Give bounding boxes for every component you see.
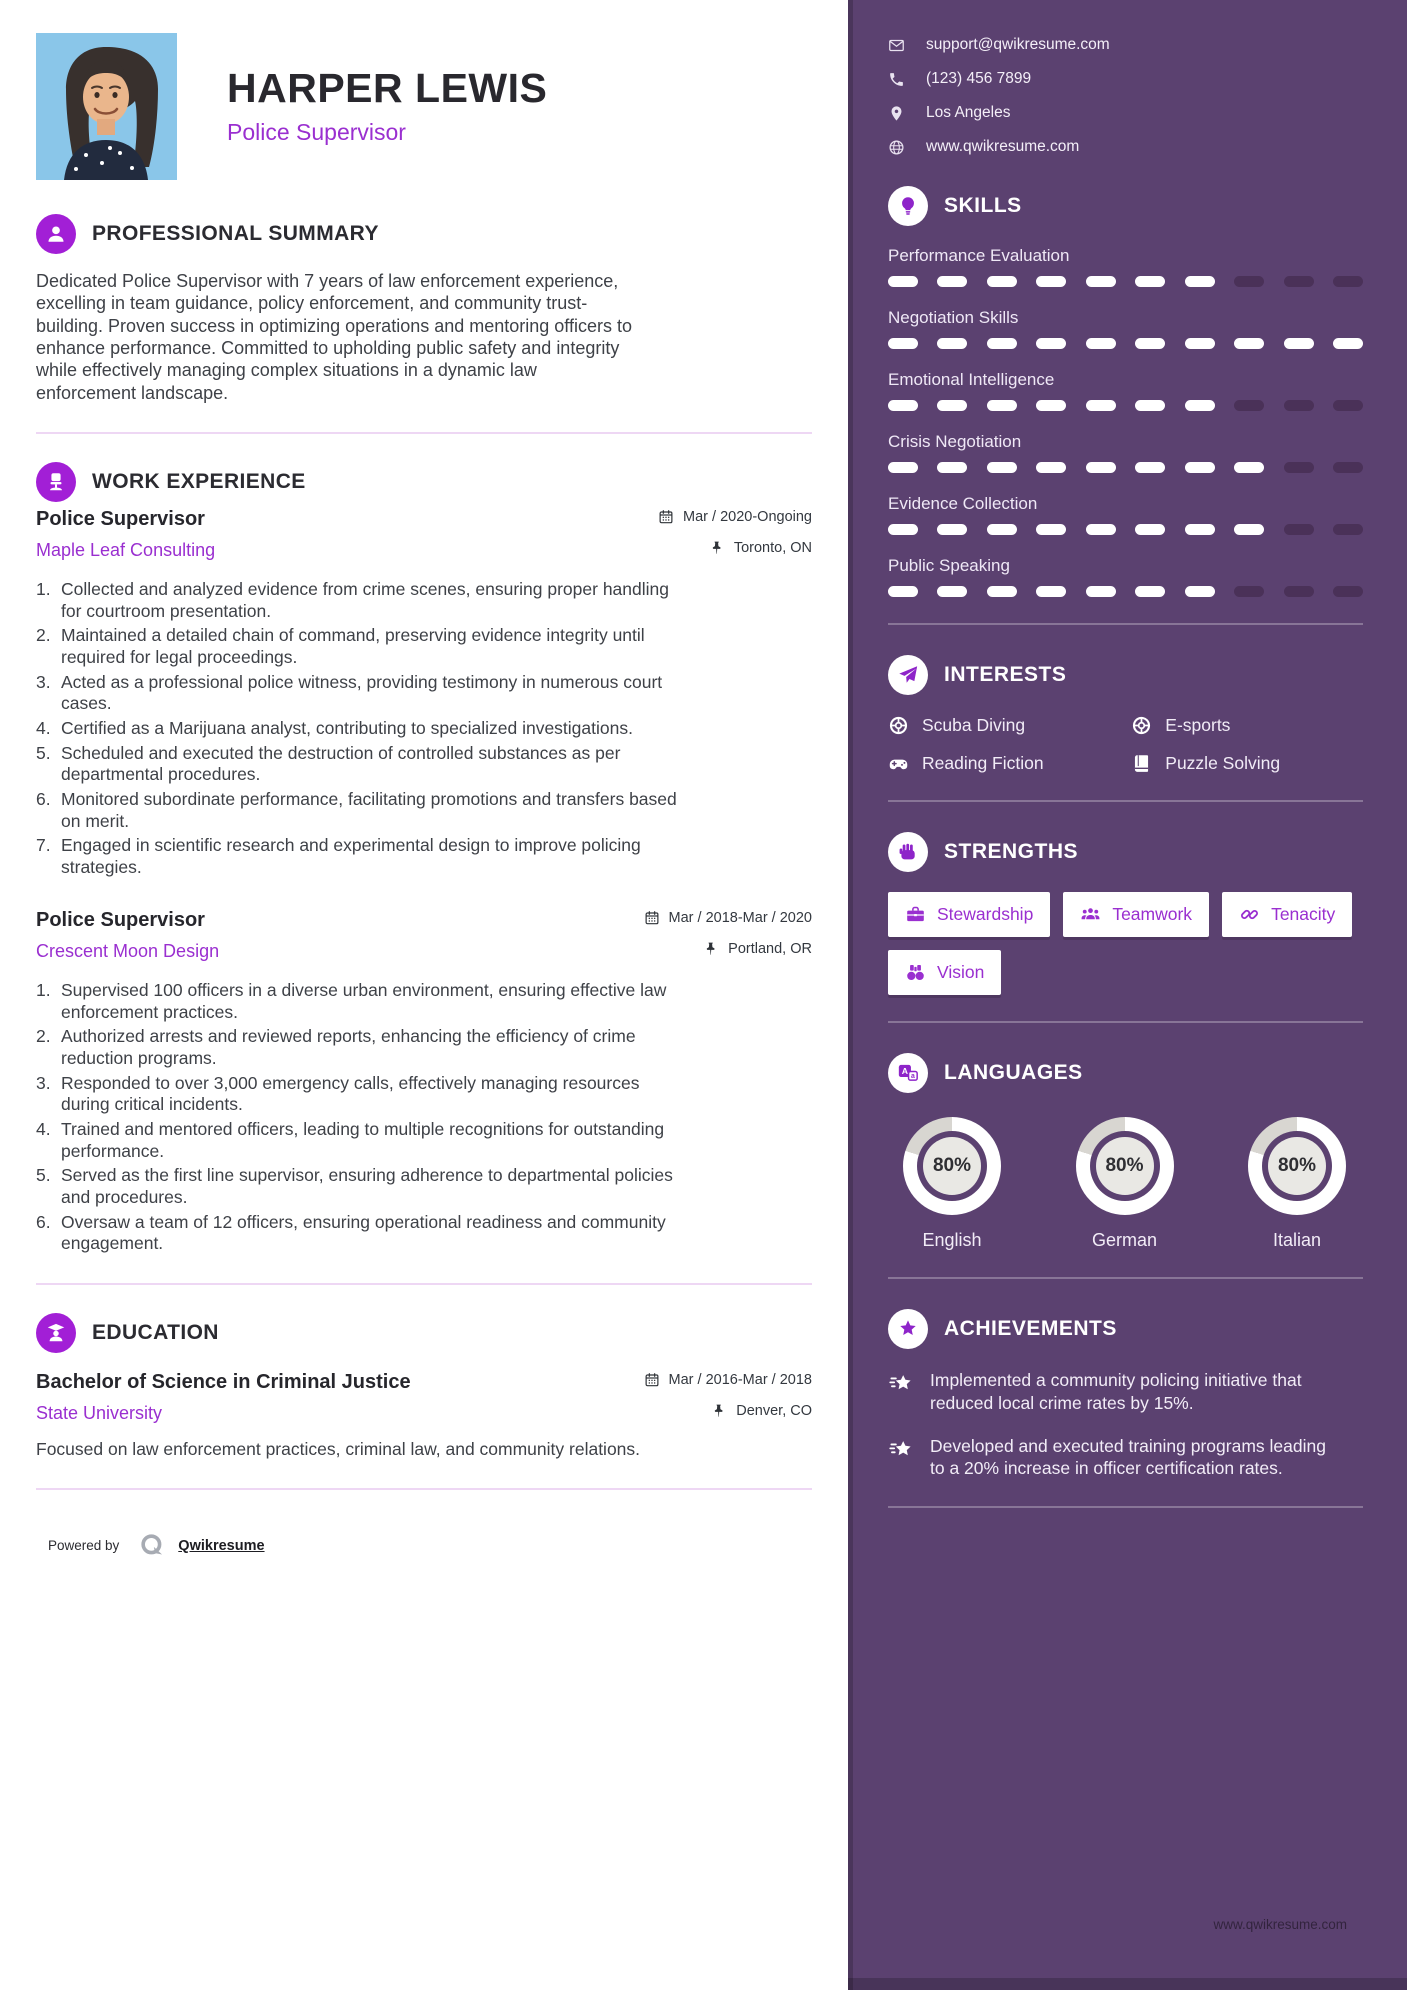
skill-item [888,308,1363,349]
strengths-heading: STRENGTHS [944,840,1079,863]
skill-level-dash [1185,524,1215,535]
skill-level-dash [888,586,918,597]
star-badge-icon [888,1309,928,1349]
job-location: Portland, OR [703,941,812,957]
job-bullet: Collected and analyzed evidence from crime scenes, ensuring proper handling for courtroom presentation. [61,578,669,621]
achievements-heading: ACHIEVEMENTS [944,1317,1117,1340]
skill-level-dash [1234,462,1264,473]
contact-text: www.qwikresume.com [926,138,1080,155]
skill-level-dash [1185,400,1215,411]
lightbulb-icon [888,186,928,226]
strength-label: Stewardship [937,904,1034,924]
strength-label: Tenacity [1271,904,1336,924]
paper-plane-icon [888,655,928,695]
sidebar [848,0,1407,1990]
skill-level-dash [1284,462,1314,473]
job-entry [36,909,812,1255]
graduate-icon [36,1313,76,1353]
language-progress-ring [1076,1117,1174,1215]
contact-item [888,36,1363,54]
strength-chip [888,950,1001,995]
job-bullet: Scheduled and executed the destruction of controlled substances as per departmental procedures. [61,742,621,785]
education-location-text: Denver, CO [736,1403,812,1420]
book-icon [1131,753,1152,774]
skill-level-dash [1086,276,1116,287]
language-item [1237,1117,1357,1251]
job-bullet-list [36,980,681,1255]
interest-item [888,753,1131,774]
identity-header [36,33,812,180]
skill-level-dash [937,338,967,349]
skill-level-dash [1234,524,1264,535]
skill-level-dash [987,586,1017,597]
skill-level-dash [1185,462,1215,473]
job-bullet: Engaged in scientific research and experimental design to improve policing strategies. [61,835,641,878]
contact-text: (123) 456 7899 [926,70,1032,87]
skill-level-dash [937,462,967,473]
skill-level-dash [1135,586,1165,597]
skill-name: Evidence Collection [888,494,1038,513]
person-icon [36,214,76,254]
skill-level-dash [1086,400,1116,411]
job-bullet: Certified as a Marijuana analyst, contributing to specialized investigations. [61,718,633,738]
skill-level-dash [1036,338,1066,349]
skills-section [888,186,1363,597]
achievements-list [888,1369,1363,1480]
job-dates: Mar / 2020-Ongoing [658,509,812,525]
job-list [36,508,812,1255]
skill-level-dash [987,462,1017,473]
skill-level-dash [987,400,1017,411]
divider [888,1506,1363,1508]
skill-level-dash [937,586,967,597]
pushpin-icon [703,941,719,957]
strength-label: Teamwork [1112,904,1193,924]
pushpin-icon [711,1403,727,1419]
contact-text: Los Angeles [926,104,1011,121]
profile-photo-image [36,33,177,180]
skill-level-dash [1086,524,1116,535]
skill-bar [888,524,1363,535]
skill-level-dash [1185,338,1215,349]
skill-level-dash [937,524,967,535]
skill-bar [888,400,1363,411]
summary-text: Dedicated Police Supervisor with 7 years of law enforcement experience, excelling in team guidance, policy enforcement, and community trust-building. Proven success in optimizing operations and mentoring officers to enhance performance. Committed to upholding public safety and integrity while effectively managing complex situations in a dynamic law enforcement landscape. [36,271,632,403]
achievement-text: Developed and executed training programs leading to a 20% increase in officer certification rates. [930,1435,1326,1479]
envelope-icon [888,37,905,54]
skill-level-dash [987,338,1017,349]
skills-heading: SKILLS [944,194,1022,217]
interests-heading: INTERESTS [944,663,1067,686]
skill-bar [888,586,1363,597]
shooting-star-icon [888,1370,915,1397]
achievements-section [888,1309,1363,1480]
office-chair-icon [36,462,76,502]
strength-chip [1063,892,1209,937]
skill-level-dash [888,338,918,349]
skill-level-dash [1135,400,1165,411]
language-item [892,1117,1012,1251]
divider [36,1488,812,1490]
skill-level-dash [937,276,967,287]
profile-photo [36,33,177,180]
skill-level-dash [1333,276,1363,287]
skill-level-dash [1036,524,1066,535]
contact-item [888,70,1363,88]
divider [888,1021,1363,1023]
globe-icon [888,139,905,156]
languages-list [888,1113,1363,1251]
briefcase-icon [905,904,926,925]
divider [888,800,1363,802]
interest-label: Reading Fiction [922,753,1044,773]
language-progress-ring [903,1117,1001,1215]
summary-section [36,214,812,404]
skill-name: Crisis Negotiation [888,432,1022,451]
skill-level-dash [937,400,967,411]
skill-level-dash [987,524,1017,535]
job-title: Police Supervisor [36,507,205,530]
skill-item [888,370,1363,411]
divider [36,1283,812,1285]
binoculars-icon [905,962,926,983]
skill-item [888,246,1363,287]
skill-level-dash [888,462,918,473]
language-label: English [922,1230,982,1250]
powered-by-label: Powered by [48,1538,120,1554]
achievement-text: Implemented a community policing initiative that reduced local crime rates by 15%. [930,1370,1302,1413]
strength-chip [888,892,1050,937]
job-entry [36,508,812,879]
skill-level-dash [987,276,1017,287]
strength-label: Vision [937,962,985,982]
skill-level-dash [1333,338,1363,349]
gamepad-icon [888,753,909,774]
interest-label: E-sports [1165,715,1231,735]
skill-level-dash [888,276,918,287]
skill-level-dash [1135,462,1165,473]
interest-item [1131,715,1363,736]
phone-icon [888,71,905,88]
translate-icon [888,1053,928,1093]
divider [888,623,1363,625]
work-heading: WORK EXPERIENCE [92,469,306,493]
job-bullet: Responded to over 3,000 emergency calls, effectively managing resources during critical incidents. [61,1072,640,1115]
education-dates [644,1372,812,1388]
life-ring-icon [888,715,909,736]
skill-level-dash [888,524,918,535]
contact-list [888,36,1363,156]
skill-name: Negotiation Skills [888,308,1019,327]
strength-chip [1222,892,1352,937]
skill-level-dash [888,400,918,411]
skill-level-dash [1036,586,1066,597]
contact-item [888,104,1363,122]
job-dates: Mar / 2018-Mar / 2020 [644,910,812,926]
language-label: German [1091,1230,1158,1250]
skill-level-dash [1135,338,1165,349]
life-ring-icon [1131,715,1152,736]
skill-level-dash [1086,338,1116,349]
person-name: HARPER LEWIS [227,65,548,112]
interests-section [888,655,1363,774]
skill-level-dash [1135,524,1165,535]
calendar-icon [644,910,660,926]
job-bullet: Oversaw a team of 12 officers, ensuring operational readiness and community engagement. [61,1211,666,1254]
name-block [227,67,547,145]
skill-level-dash [1284,524,1314,535]
skill-item [888,556,1363,597]
languages-heading: LANGUAGES [944,1061,1083,1084]
brand-link[interactable]: Qwikresume [178,1537,265,1554]
language-percent: 80% [1277,1155,1317,1176]
language-item [1065,1117,1185,1251]
skill-level-dash [1284,400,1314,411]
education-heading: EDUCATION [92,1321,219,1345]
skill-name: Emotional Intelligence [888,370,1055,389]
divider [888,1277,1363,1279]
contact-text: support@qwikresume.com [926,36,1110,53]
calendar-icon [658,509,674,525]
work-section [36,462,812,1255]
skill-level-dash [1185,276,1215,287]
skill-level-dash [1135,276,1165,287]
calendar-icon [644,1372,660,1388]
skill-level-dash [1333,524,1363,535]
interests-list [888,715,1363,774]
team-icon [1080,904,1101,925]
job-bullet: Supervised 100 officers in a diverse urban environment, ensuring effective law enforcement practices. [61,979,667,1022]
language-percent: 80% [1105,1155,1144,1176]
skill-level-dash [1234,338,1264,349]
education-section [36,1313,812,1460]
contact-item [888,138,1363,156]
job-bullet: Authorized arrests and reviewed reports, enhancing the efficiency of crime reduction programs. [61,1026,636,1068]
fist-icon [888,832,928,872]
job-bullet: Served as the first line supervisor, ensuring adherence to departmental policies and procedures. [61,1165,673,1207]
skill-item [888,432,1363,473]
watermark: www.qwikresume.com [1213,1917,1347,1932]
skill-level-dash [1234,400,1264,411]
job-bullet-list [36,579,681,879]
skills-list [888,246,1363,597]
job-company: Maple Leaf Consulting [36,539,216,560]
skill-item [888,494,1363,535]
language-progress-ring [1248,1117,1346,1215]
skill-level-dash [1234,276,1264,287]
skill-name: Public Speaking [888,556,1010,575]
education-degree: Bachelor of Science in Criminal Justice [36,1371,411,1394]
skill-level-dash [1086,462,1116,473]
svg-text:a: a [910,1073,915,1081]
skill-bar [888,276,1363,287]
skill-level-dash [1086,586,1116,597]
interest-label: Puzzle Solving [1165,753,1281,773]
job-bullet: Maintained a detailed chain of command, preserving evidence integrity until required for legal proceedings. [61,625,645,667]
education-description: Focused on law enforcement practices, criminal law, and community relations. [36,1439,641,1460]
qwikresume-logo-icon [139,1532,166,1559]
skill-level-dash [1284,276,1314,287]
achievement-item [888,1369,1328,1415]
language-label: Italian [1272,1230,1322,1250]
interest-item [1131,753,1363,774]
person-title: Police Supervisor [227,118,406,145]
skill-bar [888,338,1363,349]
job-bullet: Acted as a professional police witness, providing testimony in numerous court cases. [61,671,663,714]
skill-level-dash [1284,338,1314,349]
skill-bar [888,462,1363,473]
shooting-star-icon [888,1436,915,1463]
skill-level-dash [1333,586,1363,597]
strengths-section [888,832,1363,995]
skill-level-dash [1185,586,1215,597]
location-pin-icon [888,105,905,122]
skill-level-dash [1036,276,1066,287]
skill-level-dash [1036,400,1066,411]
skill-level-dash [1036,462,1066,473]
page-footer [36,1532,812,1559]
skill-level-dash [1284,586,1314,597]
education-location [711,1403,812,1419]
divider [36,432,812,434]
education-school: State University [36,1403,163,1424]
job-company: Crescent Moon Design [36,940,220,961]
job-bullet: Monitored subordinate performance, facilitating promotions and transfers based on merit. [61,789,677,831]
pushpin-icon [709,540,725,556]
skill-level-dash [1333,462,1363,473]
education-dates-text: Mar / 2016-Mar / 2018 [668,1372,812,1389]
skill-level-dash [1333,400,1363,411]
skill-name: Performance Evaluation [888,246,1070,265]
achievement-item [888,1435,1328,1481]
language-percent: 80% [932,1155,972,1176]
chain-link-icon [1239,904,1260,925]
interest-item [888,715,1131,736]
job-title: Police Supervisor [36,908,205,931]
interest-label: Scuba Diving [922,715,1026,735]
strengths-list [888,892,1363,995]
skill-level-dash [1234,586,1264,597]
job-location: Toronto, ON [709,540,812,556]
languages-section [888,1053,1363,1251]
summary-heading: PROFESSIONAL SUMMARY [92,222,379,245]
svg-text:A: A [901,1066,909,1077]
job-bullet: Trained and mentored officers, leading to multiple recognitions for outstanding performance. [61,1118,665,1161]
